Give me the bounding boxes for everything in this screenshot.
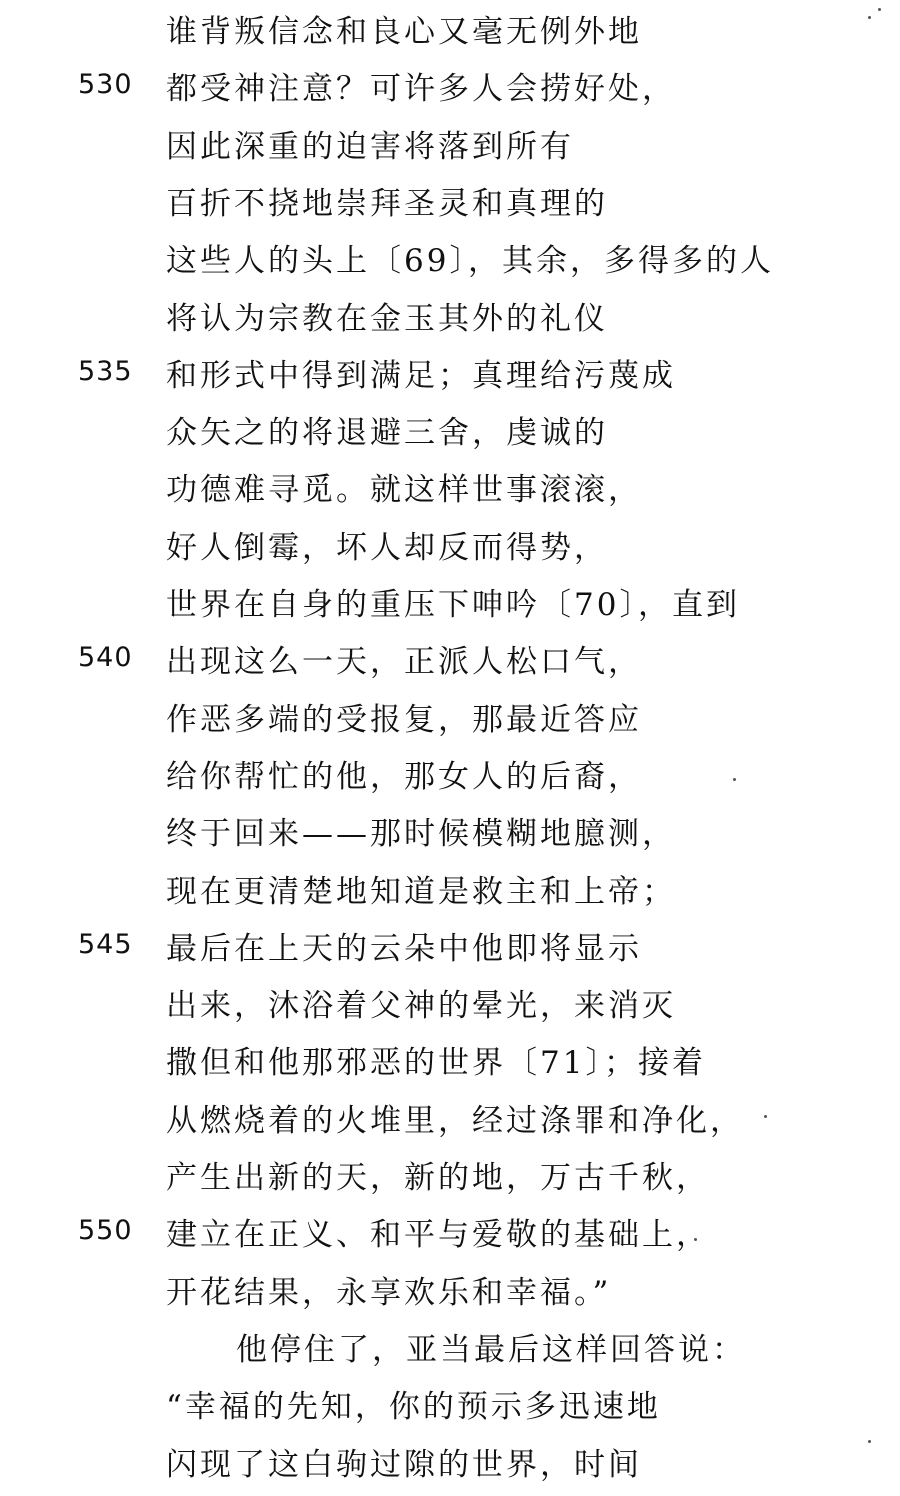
line-text: “幸福的先知，你的预示多迅速地 [166,1389,661,1426]
poem-line [0,808,900,865]
line-text: 因此深重的迫害将落到所有 [166,128,574,165]
line-text: 出现这么一天，正派人松口气， [166,644,642,681]
line-text: 闪现了这白驹过隙的世界，时间 [166,1446,642,1483]
line-text: 世界在自身的重压下呻吟〔70〕，直到 [166,587,740,623]
line-text: 他停住了，亚当最后这样回答说： [236,1331,746,1368]
poem-line [0,1209,900,1266]
line-number: 540 [78,642,133,674]
line-text: 产生出新的天，新的地，万古千秋， [166,1160,710,1196]
line-text: 作恶多端的受报复，那最近答应 [166,701,642,738]
poem-line [0,121,900,178]
line-text: 终于回来——那时候模糊地臆测， [166,816,676,853]
line-text: 将认为宗教在金玉其外的礼仪 [166,300,608,337]
line-text: 从燃烧着的火堆里，经过涤罪和净化， [166,1102,744,1139]
line-text: 百折不挠地崇拜圣灵和真理的 [166,185,608,222]
line-text: 撒但和他那邪恶的世界〔71〕；接着 [166,1045,706,1082]
line-text: 和形式中得到满足；真理给污蔑成 [166,357,676,394]
poem-line [0,866,900,923]
poem-line [0,1267,900,1324]
line-number: 545 [78,928,133,960]
line-text: 功德难寻觅。就这样世事滚滚， [166,472,642,509]
poem-line [0,1152,900,1209]
line-number: 535 [78,355,133,387]
poem-line [0,178,900,235]
line-number: 530 [78,69,133,101]
poem-line [0,579,900,636]
poem-line [0,636,900,693]
poem-line [0,1381,900,1438]
poem-line [0,1037,900,1094]
poem-line [0,1439,900,1496]
poem-line [0,1095,900,1152]
line-number: 550 [78,1215,133,1247]
line-text: 建立在正义、和平与爱敬的基础上， [166,1217,710,1254]
poem-line [0,407,900,464]
poem-line [0,350,900,407]
poem-line [0,694,900,751]
poem-line [0,63,900,120]
poem-line [0,980,900,1037]
poem-line [0,522,900,579]
poem-line [0,6,900,63]
line-text: 好人倒霉，坏人却反而得势， [166,529,608,566]
poem-line [0,235,900,292]
line-text: 谁背叛信念和良心又毫无例外地 [166,14,642,50]
line-text: 众矢之的将退避三舍，虔诚的 [166,415,608,452]
poem-line [0,1324,900,1381]
line-text: 开花结果，永享欢乐和幸福。” [166,1274,612,1311]
line-text: 现在更清楚地知道是救主和上帝； [166,873,676,910]
line-text: 这些人的头上〔69〕，其余，多得多的人 [166,243,774,280]
line-text: 出来，沐浴着父神的晕光，来消灭 [166,988,676,1025]
poem-line [0,751,900,808]
poem-line [0,464,900,521]
line-text: 给你帮忙的他，那女人的后裔， [166,758,642,795]
line-text: 都受神注意？可许多人会捞好处， [166,71,676,108]
poem-line [0,923,900,980]
poem-line [0,293,900,350]
line-text: 最后在上天的云朵中他即将显示 [166,930,642,967]
